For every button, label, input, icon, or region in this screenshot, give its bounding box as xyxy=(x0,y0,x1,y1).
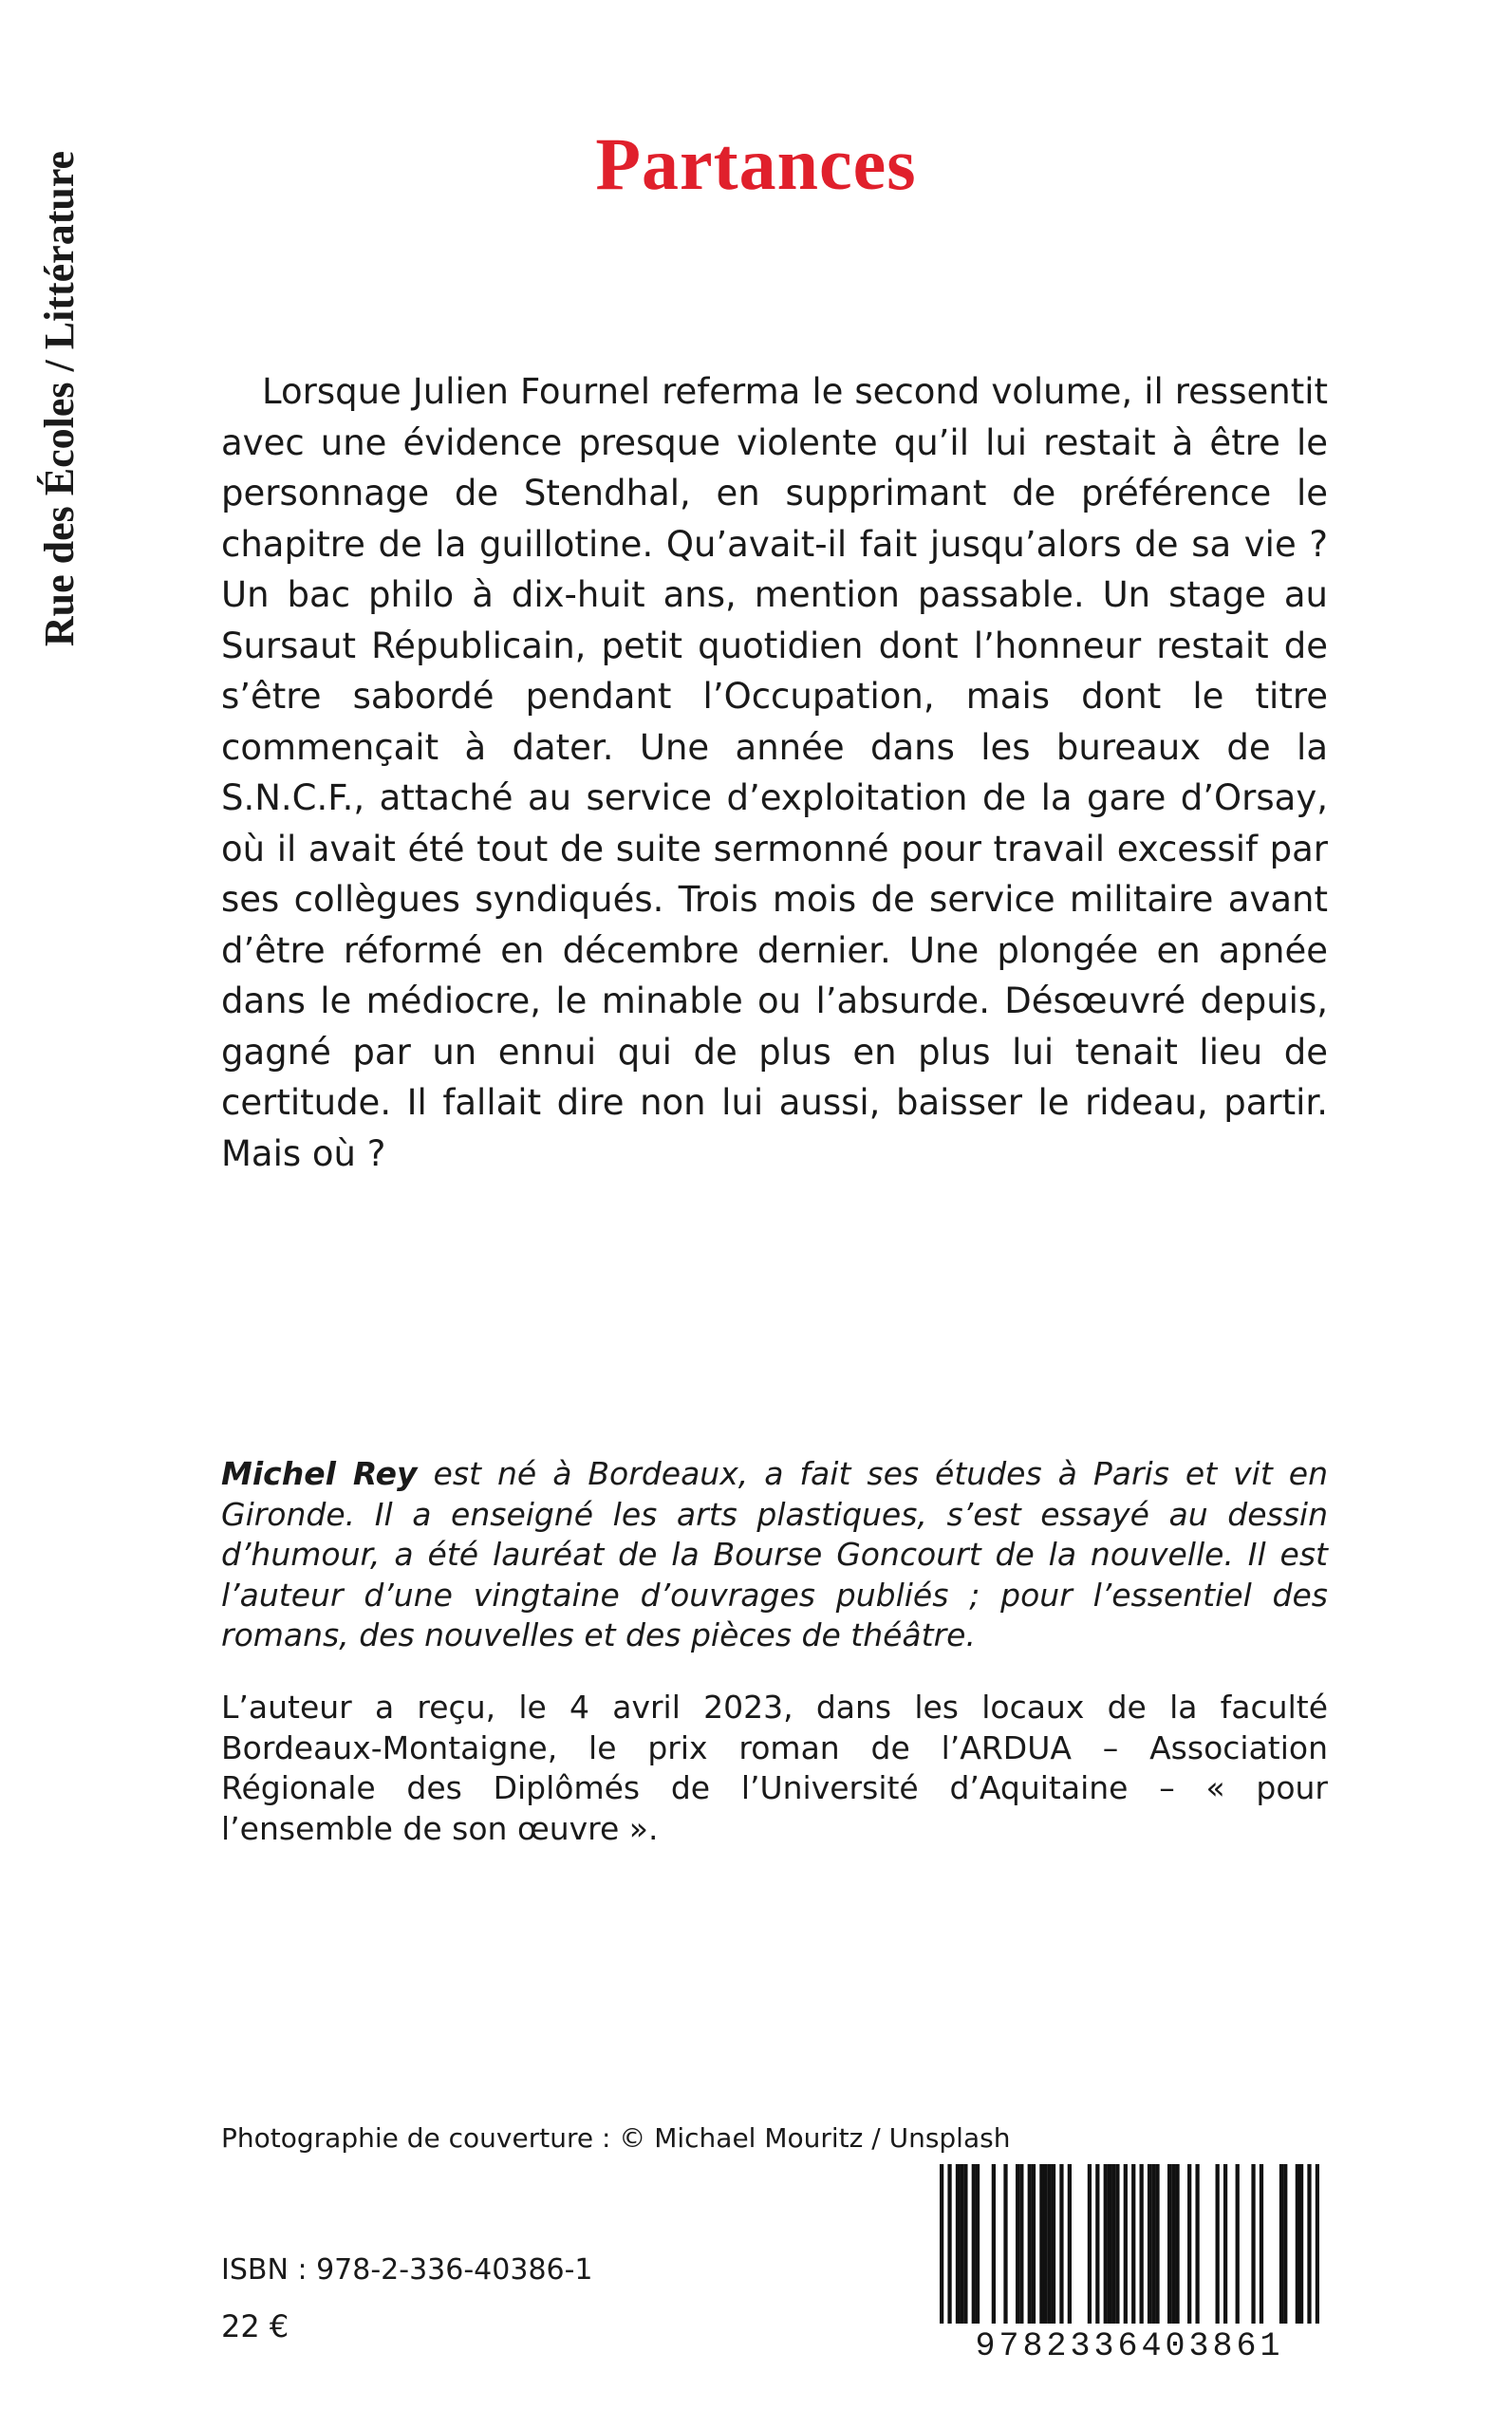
barcode-bar xyxy=(1131,2164,1135,2324)
barcode-bar xyxy=(1187,2164,1191,2324)
barcode-bar xyxy=(1251,2164,1255,2324)
barcode-bar xyxy=(1115,2164,1119,2324)
barcode-bar xyxy=(1316,2164,1319,2324)
barcode-bar xyxy=(1155,2164,1159,2324)
barcode-bar xyxy=(1195,2164,1199,2324)
price-label: 22 € xyxy=(221,2308,289,2344)
barcode-bar xyxy=(1088,2164,1092,2324)
author-bio-paragraph xyxy=(221,1454,1328,1656)
barcode-bar xyxy=(1236,2164,1240,2324)
barcode-bar xyxy=(1140,2164,1144,2324)
barcode-bar xyxy=(972,2164,976,2324)
barcode-bar xyxy=(1260,2164,1263,2324)
barcode-bar xyxy=(960,2164,963,2324)
barcode-bar xyxy=(956,2164,960,2324)
barcode-bar xyxy=(1043,2164,1047,2324)
barcode-bar xyxy=(947,2164,951,2324)
barcode-bar xyxy=(1124,2164,1128,2324)
barcode-bar xyxy=(1283,2164,1287,2324)
barcode-bar xyxy=(1223,2164,1227,2324)
barcode-bars xyxy=(940,2164,1319,2324)
barcode-bar xyxy=(992,2164,996,2324)
barcode-bar xyxy=(1148,2164,1151,2324)
isbn-number: ISBN : 978-2-336-40386-1 xyxy=(221,2253,593,2287)
barcode-bar xyxy=(1059,2164,1063,2324)
photo-credit: Photographie de couverture : © Michael Mouritz / Unsplash xyxy=(221,2122,1011,2154)
synopsis-paragraph: Lorsque Julien Fournel referma le second volume, il ressentit avec une évidence presque violente qu’il lui restait à être le personnage de Stendhal, en supprimant de préférence le chapitre de la guillotine. Qu’avait-il fait jusqu’alors de sa vie ? Un bac philo à dix-huit ans, mention passable. Un stage au Sursaut Républicain, petit quotidien dont l’honneur restait de s’être sabordé pendant l’Occupation, mais dont le titre commençait à dater. Une année dans les bureaux de la S.N.C.F., attaché au service d’exploitation de la gare d’Orsay, où il avait été tout de suite sermonné pour travail excessif par ses collègues syndiqués. Trois mois de service militaire avant d’être réformé en décembre dernier. Une plongée en apnée dans le médiocre, le minable ou l’absurde. Désœuvré depuis, gagné par un ennui qui de plus en plus lui tenait lieu de certitude. Il fallait dire non lui aussi, baisser le rideau, partir. Mais où ? xyxy=(221,371,1328,1174)
isbn-barcode xyxy=(940,2164,1319,2373)
barcode-bar xyxy=(1111,2164,1115,2324)
barcode-bar xyxy=(1216,2164,1220,2324)
barcode-bar xyxy=(1299,2164,1303,2324)
barcode-bar xyxy=(1028,2164,1032,2324)
barcode-bar xyxy=(1032,2164,1036,2324)
spine-collection-label: Rue des Écoles / Littérature xyxy=(35,150,83,647)
barcode-bar xyxy=(1003,2164,1007,2324)
barcode-bar xyxy=(1016,2164,1019,2324)
barcode-bar xyxy=(1108,2164,1111,2324)
barcode-bar xyxy=(1151,2164,1155,2324)
barcode-bar xyxy=(1052,2164,1055,2324)
barcode-bar xyxy=(1279,2164,1283,2324)
barcode-bar xyxy=(1171,2164,1175,2324)
barcode-bar xyxy=(1167,2164,1171,2324)
barcode-bar xyxy=(976,2164,980,2324)
award-paragraph: L’auteur a reçu, le 4 avril 2023, dans les locaux de la faculté Bordeaux-Montaigne, le prix roman de l’ARDUA – Association Régionale des Diplômés de l’Université d’Aquitaine – « pour l’ensemble de son œuvre ». xyxy=(221,1689,1328,1847)
barcode-bar xyxy=(1296,2164,1299,2324)
barcode-bar xyxy=(1019,2164,1023,2324)
book-title: Partances xyxy=(595,122,917,205)
barcode-bar xyxy=(1048,2164,1052,2324)
author-name: Michel Rey xyxy=(221,1455,418,1492)
barcode-bar xyxy=(963,2164,967,2324)
barcode-bar xyxy=(1104,2164,1108,2324)
barcode-bar xyxy=(940,2164,943,2324)
barcode-bar xyxy=(1039,2164,1043,2324)
author-bio-text: est né à Bordeaux, a fait ses études à Paris et vit en Gironde. Il a enseigné les arts plastiques, s’est essayé au dessin d’humour, a été lauréat de la Bourse Goncourt de la nouvelle. Il est l’auteur d’une vingtaine d’ouvrages publiés ; pour l’essentiel des romans, des nouvelles et des pièces de théâtre. xyxy=(221,1455,1329,1653)
barcode-bar xyxy=(1175,2164,1179,2324)
barcode-bar xyxy=(1068,2164,1072,2324)
barcode-digits: 9782336403861 xyxy=(975,2327,1284,2365)
barcode-bar xyxy=(1095,2164,1099,2324)
barcode-bar xyxy=(1307,2164,1311,2324)
